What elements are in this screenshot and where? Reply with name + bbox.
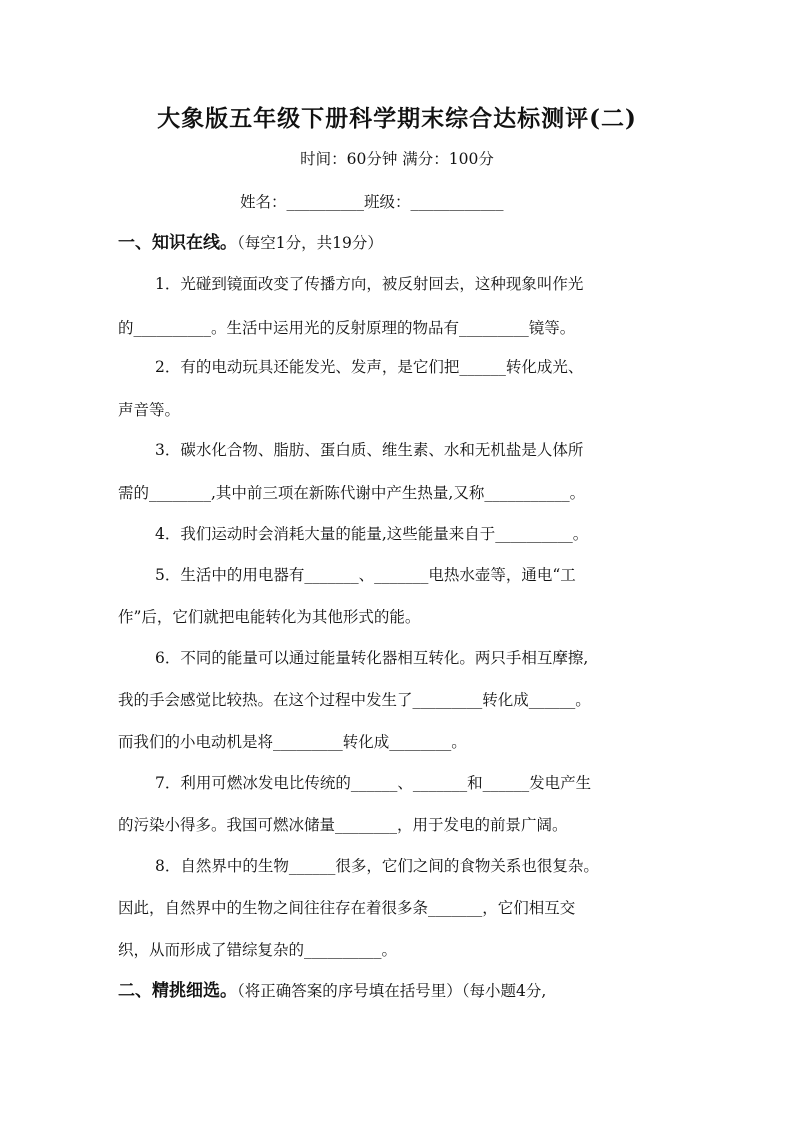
question-line: 织，从而形成了错综复杂的__________。	[118, 941, 398, 959]
question-line: 我的手会感觉比较热。在这个过程中发生了_________转化成______。	[118, 691, 591, 709]
section-title: 一、知识在线。	[118, 233, 237, 253]
question-line: 3．碳水化合物、脂肪、蛋白质、维生素、水和无机盐是人体所	[155, 441, 584, 459]
question-line: 8．自然界中的生物______很多，它们之间的食物关系也很复杂。	[155, 857, 599, 875]
question-line: 作”后，它们就把电能转化为其他形式的能。	[118, 608, 421, 626]
question-line: 4．我们运动时会消耗大量的能量,这些能量来自于__________。	[155, 525, 589, 543]
question-line: 2．有的电动玩具还能发光、发声，是它们把______转化成光、	[155, 358, 584, 376]
question-line: 的__________。生活中运用光的反射原理的物品有_________镜等。	[118, 319, 576, 337]
question-line: 而我们的小电动机是将_________转化成________。	[118, 733, 467, 751]
question-line: 5．生活中的用电器有_______、_______电热水壶等，通电“工	[155, 566, 576, 584]
student-info: 姓名：__________班级：____________	[240, 193, 504, 211]
exam-info: 时间：60分钟 满分：100分	[300, 150, 494, 168]
question-line: 的污染小得多。我国可燃冰储量________，用于发电的前景广阔。	[118, 816, 568, 834]
question-line: 需的________,其中前三项在新陈代谢中产生热量,又称___________。	[118, 484, 586, 502]
section-note: （每空1分，共19分）	[237, 234, 383, 252]
question-line: 7．利用可燃冰发电比传统的______、_______和______发电产生	[155, 774, 592, 792]
section-title: 二、精挑细选。	[118, 981, 237, 1001]
document-title: 大象版五年级下册科学期末综合达标测评(二)	[157, 105, 637, 132]
question-line: 因此，自然界中的生物之间往往存在着很多条_______，它们相互交	[118, 899, 576, 917]
question-line: 声音等。	[118, 401, 181, 419]
section-heading-1	[118, 231, 678, 255]
question-line: 6．不同的能量可以通过能量转化器相互转化。两只手相互摩擦,	[155, 649, 589, 667]
section-note: （将正确答案的序号填在括号里）（每小题4分,	[237, 982, 547, 1000]
section-heading-2	[118, 979, 678, 1003]
question-line: 1．光碰到镜面改变了传播方向，被反射回去，这种现象叫作光	[155, 275, 584, 293]
